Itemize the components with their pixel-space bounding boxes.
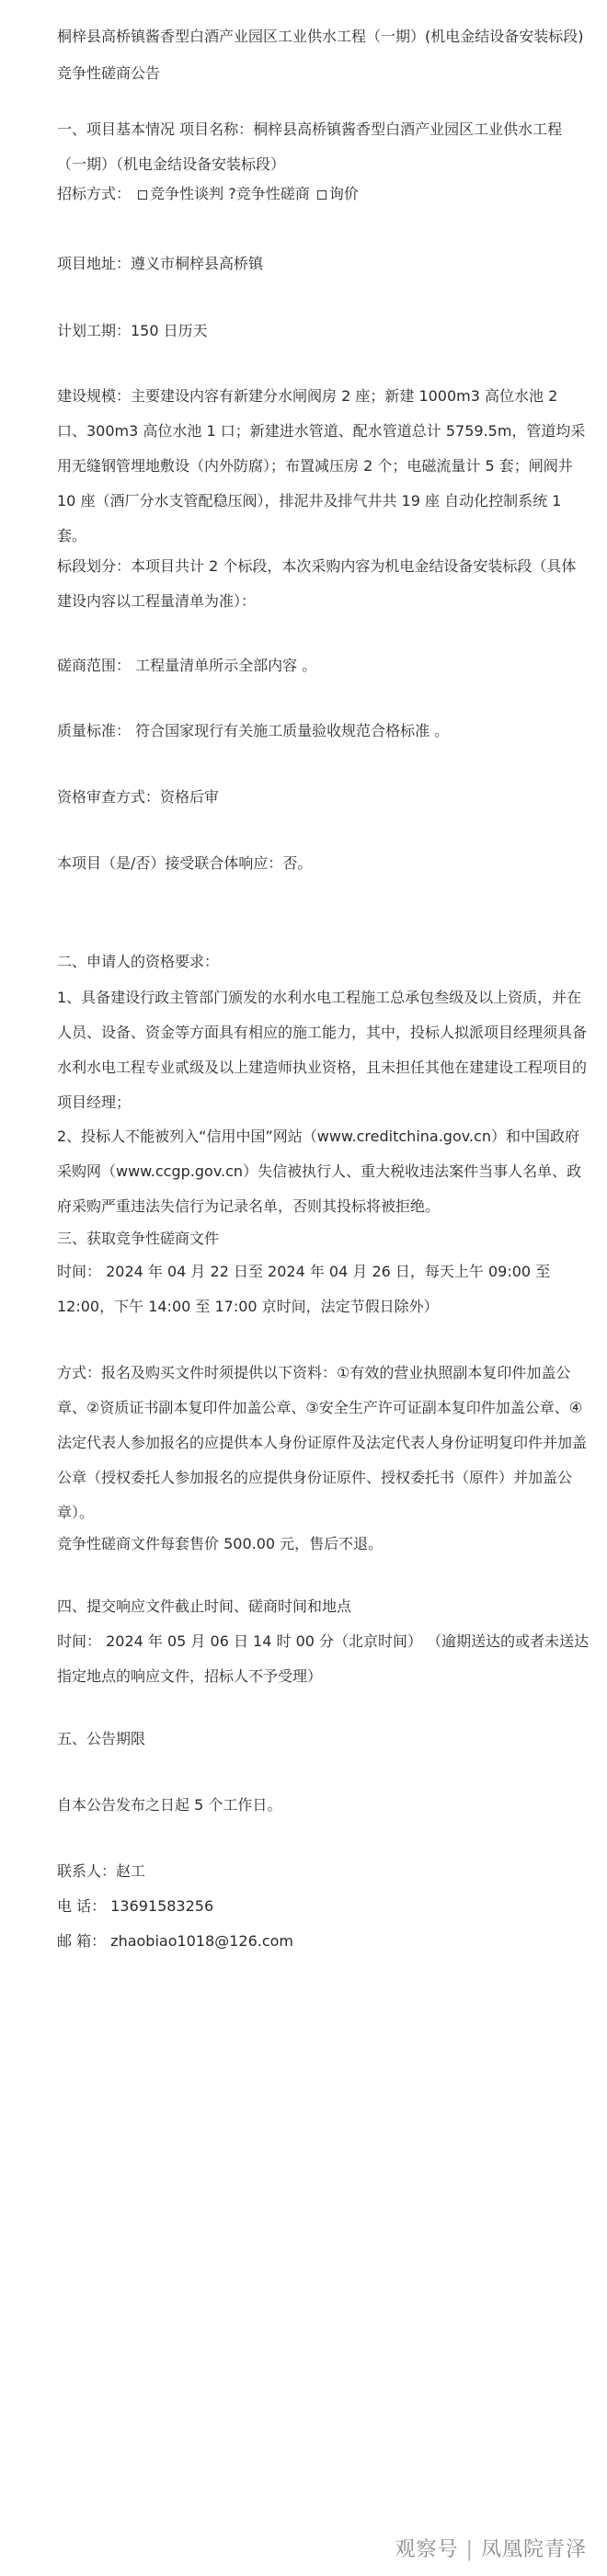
quality-standard: 质量标准： 符合国家现行有关施工质量验收规范合格标准 。 bbox=[57, 722, 450, 739]
bid-method bbox=[57, 177, 590, 212]
section-3-heading: 三、获取竞争性磋商文件 bbox=[57, 1230, 220, 1247]
watermark bbox=[395, 2534, 587, 2562]
checkbox-icon bbox=[138, 190, 147, 200]
bid-method-option-3: 询价 bbox=[328, 185, 359, 202]
qualification-review: 资格审查方式：资格后审 bbox=[57, 788, 220, 806]
qualification-item-1: 1、具备建设行政主管部门颁发的水利水电工程施工总承包叁级及以上资质，并在人员、设备、资金等方面具有相应的施工能力，其中，投标人拟派项目经理须具备水利水电工程专业贰级及以上建造师执业资格，且未担任其他在建建设工程项目的项目经理； bbox=[57, 989, 588, 1111]
bid-method-option-1: 竞争性谈判 bbox=[150, 185, 224, 202]
document-title: 桐梓县高桥镇酱香型白酒产业园区工业供水工程（一期）(机电金结设备安装标段)竞争性磋商公告 bbox=[57, 28, 584, 82]
bid-method-option-2: 竞争性磋商 bbox=[235, 185, 310, 202]
consultation-scope: 磋商范围： 工程量清单所示全部内容 。 bbox=[57, 657, 317, 674]
contact-person: 联系人：赵工 bbox=[57, 1862, 146, 1880]
project-address: 项目地址：遵义市桐梓县高桥镇 bbox=[57, 255, 264, 272]
question-mark-icon: ? bbox=[228, 185, 236, 202]
watermark-right: 凤凰院青泽 bbox=[480, 2538, 587, 2561]
watermark-left: 观察号 bbox=[395, 2538, 459, 2561]
qualification-item-2: 2、投标人不能被列入“信用中国”网站（www.creditchina.gov.cn）和中国政府采购网（www.ccgp.gov.cn）失信被执行人、重大税收违法案件当事人名单、政府采购严重违法失信行为记录名单，否则其投标将被拒绝。 bbox=[57, 1128, 582, 1215]
joint-venture: 本项目（是/否）接受联合体响应：否。 bbox=[57, 854, 313, 872]
checkbox-icon bbox=[317, 190, 326, 200]
construction-period: 计划工期：150 日历天 bbox=[57, 322, 208, 339]
section-4-heading: 四、提交响应文件截止时间、磋商时间和地点 bbox=[57, 1597, 352, 1615]
lot-division: 标段划分：本项目共计 2 个标段，本次采购内容为机电金结设备安装标段（具体建设内容以工程量清单为准）： bbox=[57, 557, 577, 610]
project-name: 一、项目基本情况 项目名称：桐梓县高桥镇酱香型白酒产业园区工业供水工程（一期）（机电金结设备安装标段） bbox=[57, 120, 563, 173]
document-price: 竞争性磋商文件每套售价 500.00 元，售后不退。 bbox=[57, 1535, 384, 1552]
watermark-separator: | bbox=[465, 2538, 474, 2561]
contact-email: 邮 箱： zhaobiao1018@126.com bbox=[57, 1932, 294, 1950]
section-5-heading: 五、公告期限 bbox=[57, 1730, 146, 1747]
submission-deadline: 时间： 2024 年 05 月 06 日 14 时 00 分（北京时间） （逾期送达的或者未送达指定地点的响应文件，招标人不予受理） bbox=[57, 1632, 590, 1685]
announcement-period: 自本公告发布之日起 5 个工作日。 bbox=[57, 1796, 282, 1814]
document-obtain-time: 时间： 2024 年 04 月 22 日至 2024 年 04 月 26 日，每天上午 09:00 至 12:00，下午 14:00 至 17:00 京时间，法定节假日除外） bbox=[57, 1263, 551, 1315]
construction-scale: 建设规模：主要建设内容有新建分水闸阀房 2 座；新建 1000m3 高位水池 2 口、300m3 高位水池 1 口；新建进水管道、配水管道总计 5759.5m，管道均采用无缝钢管埋地敷设（内外防腐）；布置减压房 2 个；电磁流量计 5 套；闸阀井 10 座（酒厂分水支管配稳压阀），排泥井及排气井共 19 座 自动化控制系统 1 套。 bbox=[57, 387, 586, 544]
section-2-heading: 二、申请人的资格要求： bbox=[57, 953, 220, 970]
bid-method-label: 招标方式： bbox=[57, 185, 132, 202]
contact-phone: 电 话： 13691583256 bbox=[57, 1897, 214, 1915]
document-obtain-method: 方式：报名及购买文件时须提供以下资料：①有效的营业执照副本复印件加盖公章、②资质证书副本复印件加盖公章、③安全生产许可证副本复印件加盖公章、④法定代表人参加报名的应提供本人身份证原件及法定代表人身份证明复印件并加盖公章（授权委托人参加报名的应提供身份证原件、授权委托书（原件）并加盖公章）。 bbox=[57, 1364, 588, 1521]
